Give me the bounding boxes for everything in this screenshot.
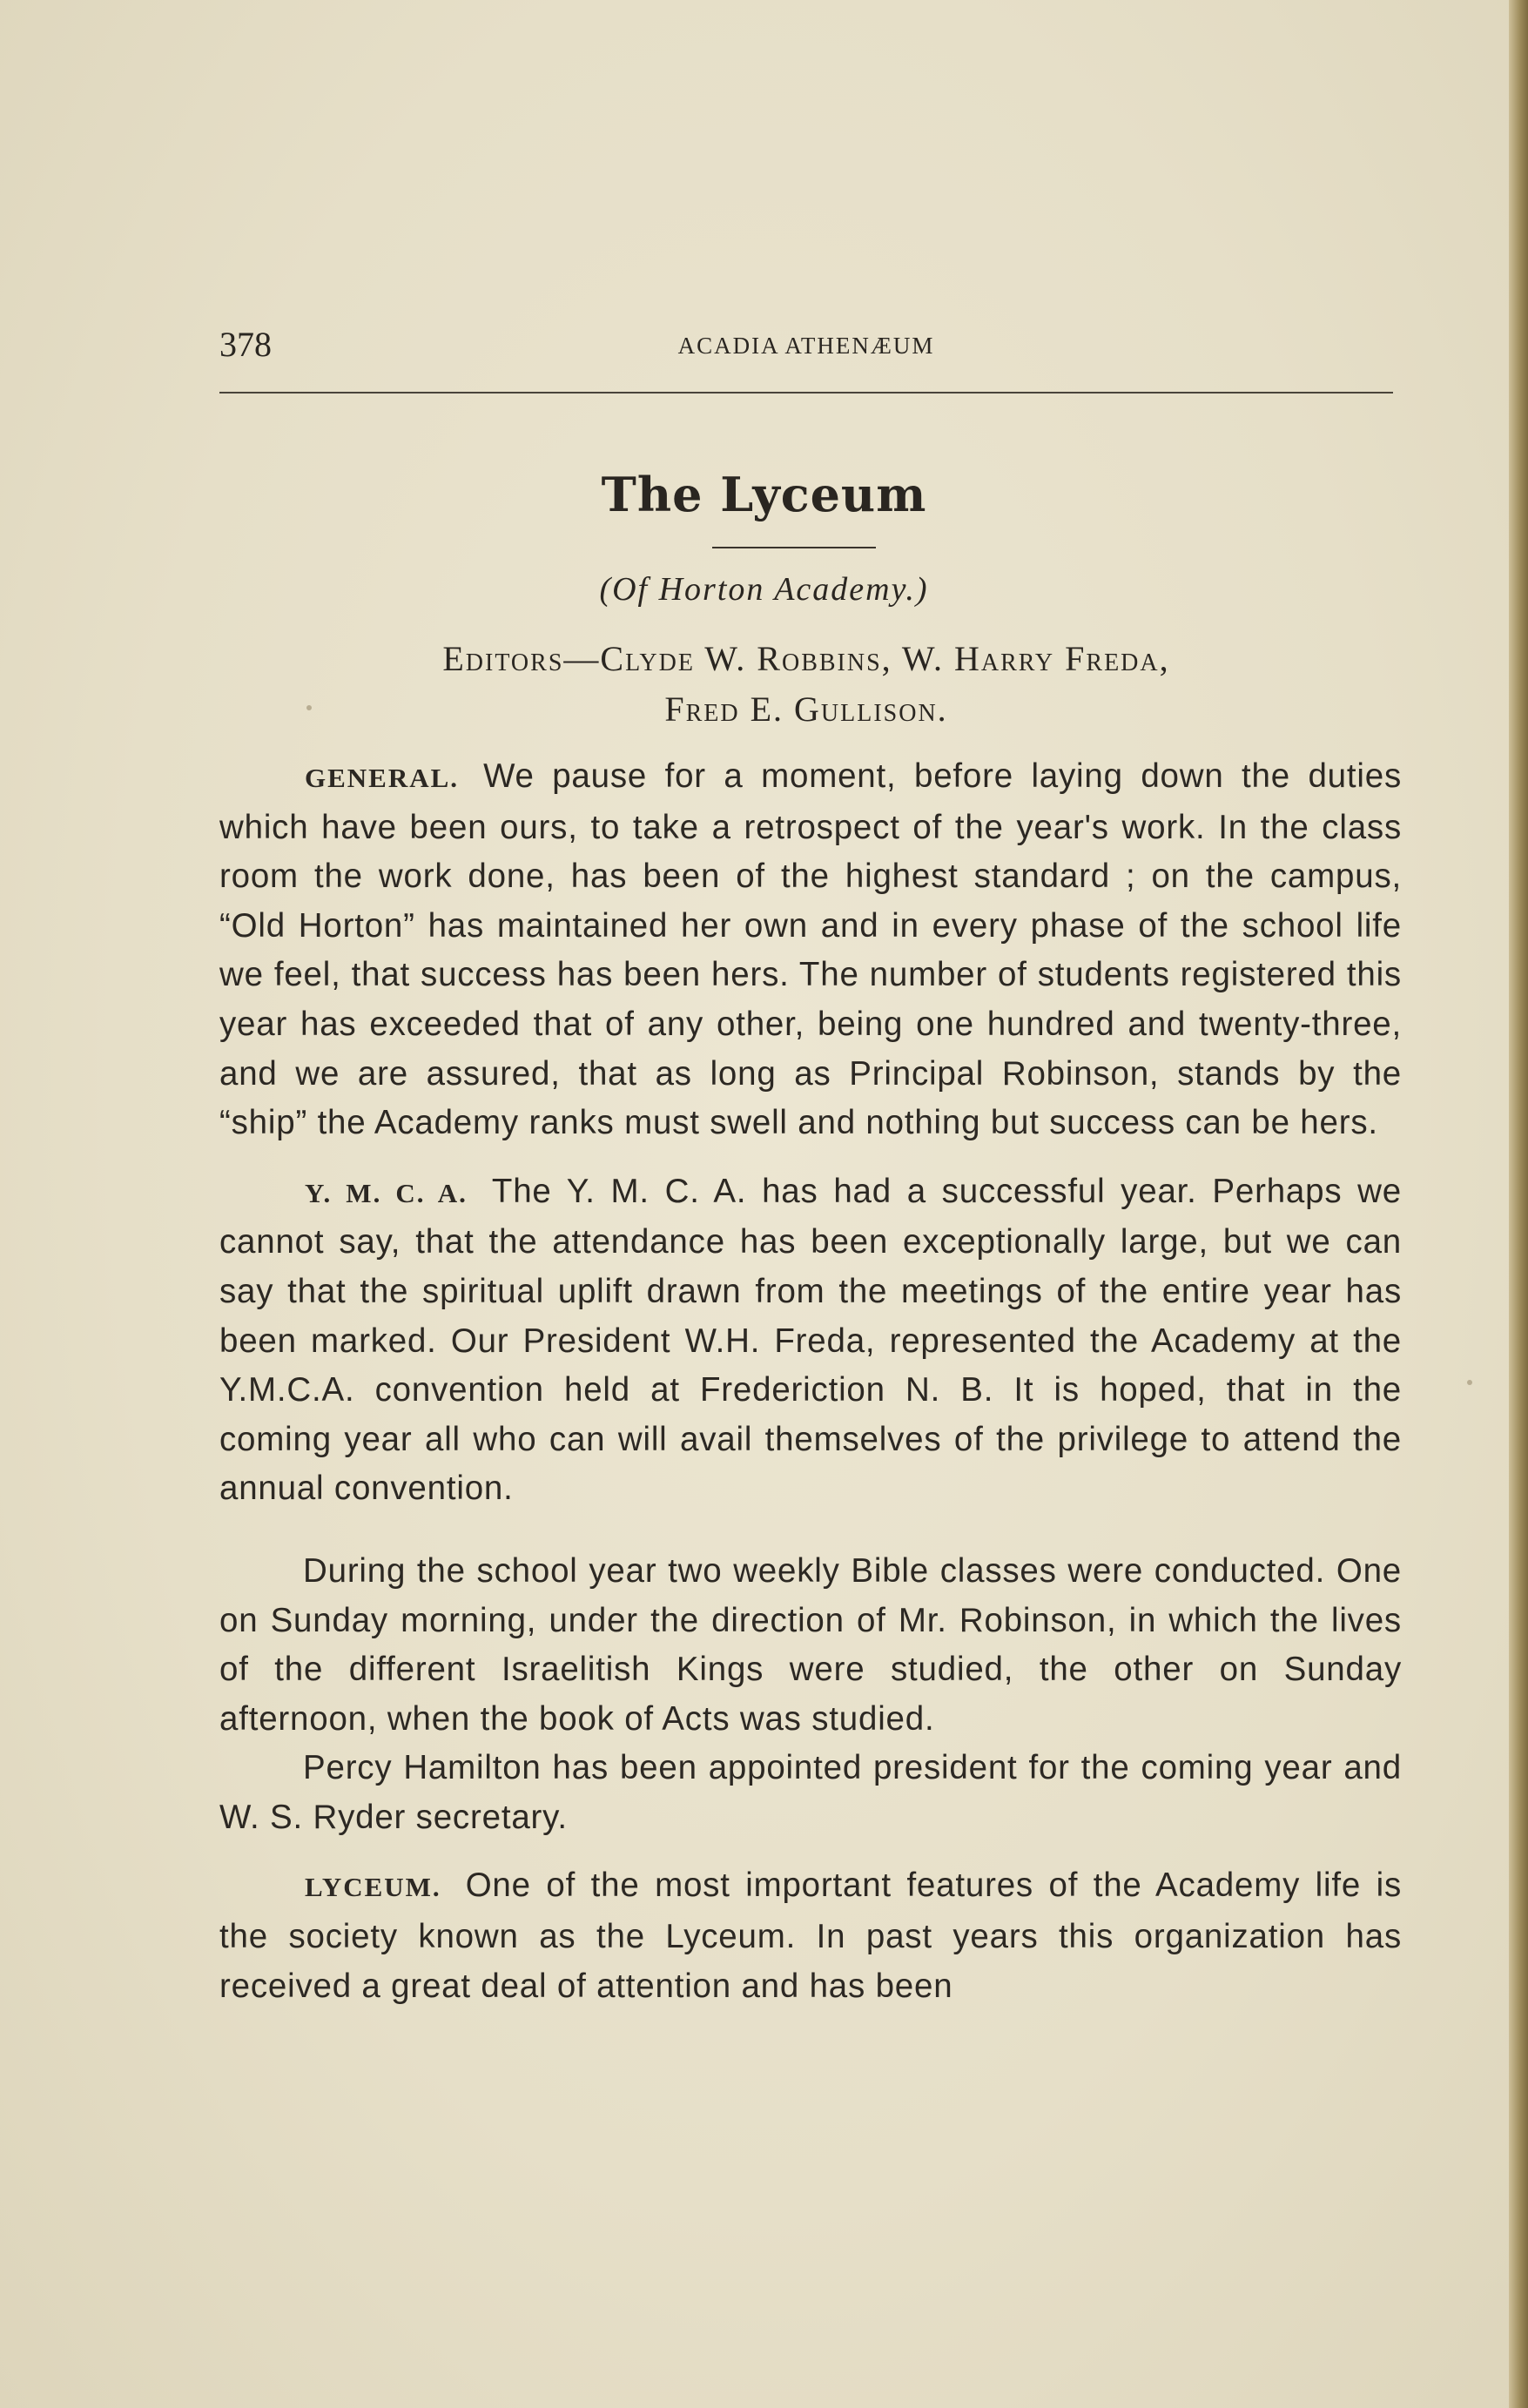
book-spine-edge	[1509, 0, 1528, 2408]
paragraph-lead-lyceum: LYCEUM.	[305, 1872, 441, 1903]
editors-line-2: Fred E. Gullison.	[664, 689, 948, 729]
paragraph-text-ymca: The Y. M. C. A. has had a successful year. Perhaps we cannot say, that the attendance has been exceptionally large, but we can say that the spiritual uplift drawn from the meetings of the entire year has been marked. Our President W.H. Freda, represented the Academy at the Y.M.C.A. convention held at Frederiction N. B. It is hoped, that in the coming year all who can will avail themselves of the privilege to attend the annual convention.	[219, 1172, 1402, 1508]
paragraph-ymca	[219, 1167, 1402, 1514]
running-head: ACADIA ATHENÆUM	[677, 333, 935, 359]
section-subtitle: (Of Horton Academy.)	[599, 571, 929, 608]
title-rule	[712, 547, 876, 548]
paragraph-text-general: We pause for a moment, before laying down the duties which have been ours, to take a retrospect of the year's work. In the class room the work done, has been of the highest standard ; on the campus, “Old Horton” has maintained her own and in every phase of the school life we feel, that success has been hers. The number of students registered this year has exceeded that of any other, being one hundred and twenty-three, and we are assured, that as long as Principal Robinson, stands by the “ship” the Academy ranks must swell and nothing but success can be hers.	[219, 757, 1402, 1142]
article-body	[219, 752, 1402, 2011]
page-number: 378	[219, 325, 272, 364]
paper-speck	[1467, 1380, 1472, 1385]
paragraph-lyceum	[219, 1861, 1402, 2011]
page-header	[219, 320, 1393, 373]
paragraph-general	[219, 752, 1402, 1148]
paragraph-bible-classes: During the school year two weekly Bible classes were conducted. One on Sunday morning, under the direction of Mr. Robinson, in which the lives of the different Israelitish Kings were studied, the other on Sunday afternoon, when the book of Acts was studied.	[219, 1551, 1402, 1738]
header-rule	[219, 392, 1393, 393]
paragraph-lead-ymca: Y. M. C. A.	[305, 1177, 468, 1208]
paragraph-lead-general: GENERAL.	[305, 763, 460, 793]
paper-speck	[306, 705, 312, 710]
paragraph-text-lyceum: One of the most important features of the Academy life is the society known as the Lyceum. In past years this organization has received a great deal of attention and has been	[219, 1867, 1402, 2005]
paragraph-officers: Percy Hamilton has been appointed president for the coming year and W. S. Ryder secretary.	[219, 1749, 1402, 1836]
section-title: The Lyceum	[601, 467, 927, 522]
editors-line-1: Editors—Clyde W. Robbins, W. Harry Freda,	[442, 639, 1170, 678]
editors-credit	[219, 634, 1393, 735]
